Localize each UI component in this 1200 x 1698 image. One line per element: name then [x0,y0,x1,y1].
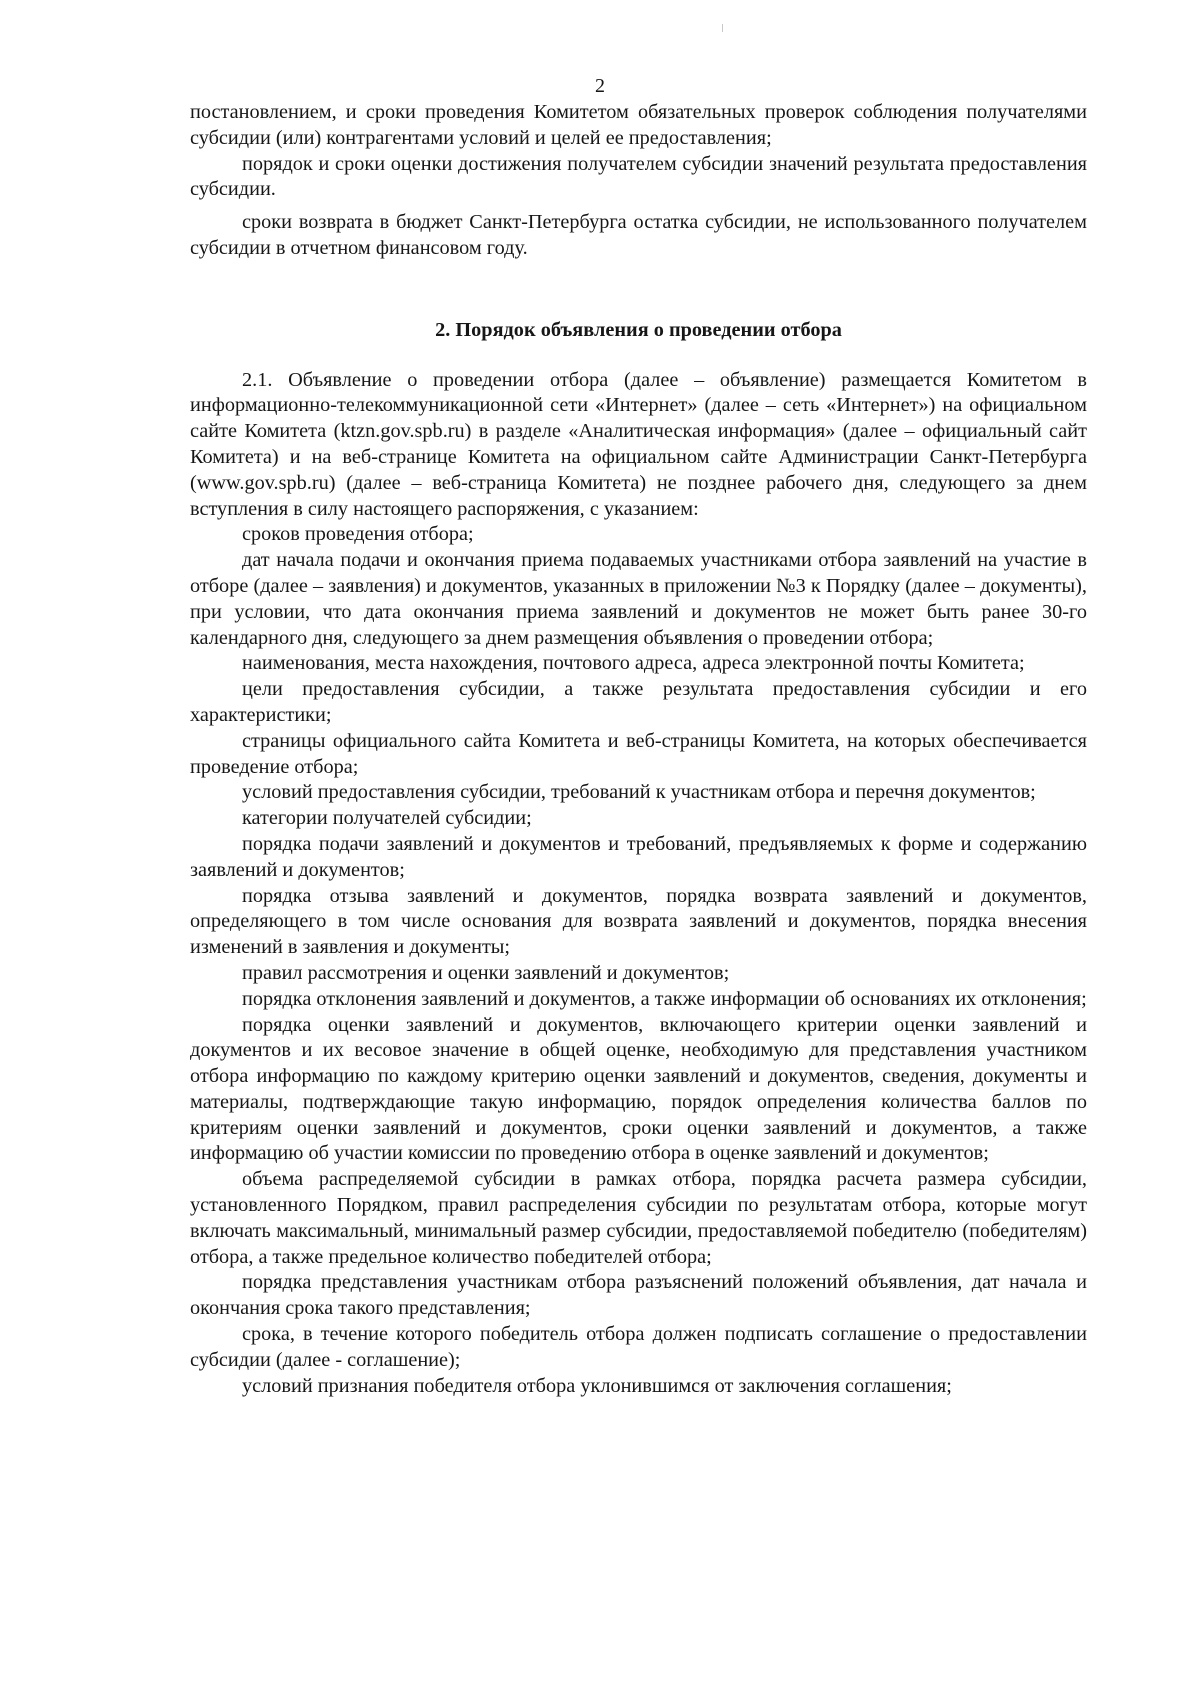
document-body [190,100,1087,1399]
list-item: порядка представления участникам отбора разъяснений положений объявления, дат начала и окончания срока такого представления; [190,1271,1087,1320]
list-item: порядка отклонения заявлений и документов, а также информации об основаниях их отклонения; [242,987,1087,1010]
paragraph: порядок и сроки оценки достижения получателем субсидии значений результата предоставления субсидии. [190,152,1087,201]
list-item: правил рассмотрения и оценки заявлений и документов; [242,961,730,984]
scan-mark [722,24,723,32]
paragraph-2-1: 2.1. Объявление о проведении отбора (далее – объявление) размещается Комитетом в информационно-телекоммуникационной сети «Интернет» (далее – сеть «Интернет») на официальном сайте Комитета (ktzn.gov.spb.ru) в разделе «Аналитическая информация» (далее – официальный сайт Комитета) и на веб-странице Комитета на официальном сайте Администрации Санкт-Петербурга (www.gov.spb.ru) (далее – веб-страница Комитета) не позднее рабочего дня, следующего за днем вступления в силу настоящего распоряжения, с указанием: [190,368,1087,520]
paragraph: сроки возврата в бюджет Санкт-Петербурга остатка субсидии, не использованного получателем субсидии в отчетном финансовом году. [190,211,1087,259]
list-item: страницы официального сайта Комитета и веб-страницы Комитета, на которых обеспечивается проведение отбора; [190,729,1087,778]
list-item: порядка подачи заявлений и документов и требований, предъявляемых к форме и содержанию заявлений и документов; [190,832,1087,881]
list-item: срока, в течение которого победитель отбора должен подписать соглашение о предоставлении субсидии (далее - соглашение); [190,1323,1087,1371]
list-item: порядка отзыва заявлений и документов, порядка возврата заявлений и документов, определяющего в том числе основания для возврата заявлений и документов, порядка внесения изменений в заявления и документы; [190,884,1087,959]
list-item: порядка оценки заявлений и документов, включающего критерии оценки заявлений и документов и их весовое значение в общей оценке, необходимую для представления участником отбора информацию по каждому критерию оценки заявлений и документов, сведения, документы и материалы, подтверждающие такую информацию, порядок определения количества баллов по критериям оценки заявлений и документов, сроки оценки заявлений и документов, а также информацию об участии комиссии по проведению отбора в оценке заявлений и документов; [190,1013,1087,1165]
list-item: цели предоставления субсидии, а также результата предоставления субсидии и его характеристики; [190,678,1087,726]
list-item: дат начала подачи и окончания приема подаваемых участниками отбора заявлений на участие в отборе (далее – заявления) и документов, указанных в приложении №3 к Порядку (далее – документы), при условии, что дата окончания приема заявлений и документов не может быть ранее 30-го календарного дня, следующего за днем размещения объявления о проведении отбора; [190,549,1087,649]
list-item: категории получателей субсидии; [242,807,532,830]
list-item: условий признания победителя отбора уклонившимся от заключения соглашения; [242,1374,952,1397]
list-item: объема распределяемой субсидии в рамках отбора, порядка расчета размера субсидии, установленного Порядком, правил распределения субсидии по результатам отбора, которые могут включать максимальный, минимальный размер субсидии, предоставляемой победителю (победителям) отбора, а также предельное количество победителей отбора; [190,1168,1087,1268]
list-item: наименования, места нахождения, почтового адреса, адреса электронной почты Комитета; [242,652,1025,675]
paragraph-continued: постановлением, и сроки проведения Комитетом обязательных проверок соблюдения получателями субсидии (или) контрагентами условий и целей ее предоставления; [190,101,1087,149]
page-number: 2 [595,75,605,97]
section-heading: 2. Порядок объявления о проведении отбора [435,318,842,341]
list-item: сроков проведения отбора; [242,523,474,546]
list-item: условий предоставления субсидии, требований к участникам отбора и перечня документов; [242,781,1036,804]
